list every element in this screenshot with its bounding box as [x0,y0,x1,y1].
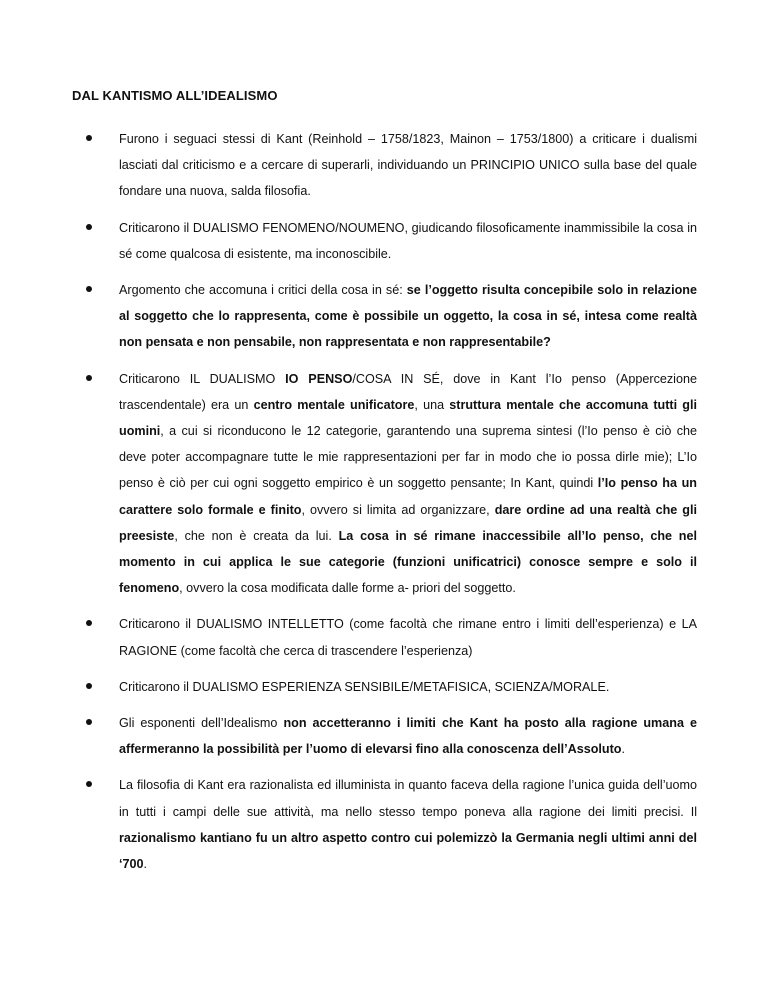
text-run: , a cui si riconducono le 12 categorie, garantendo una suprema sintesi (l’Io penso è ciò che deve poter accompagnare tutte le mie rappresentazioni per far in modo che io possa dirle mie); L’Io penso è ciò per cui ogni soggetto empirico è un soggetto pensante; In Kant, quindi [119,424,697,491]
list-item [71,611,697,663]
list-item [71,772,697,877]
bullet-icon [86,224,92,230]
text-run: Criticarono il DUALISMO FENOMENO/NOUMENO, giudicando filosoficamente inammissibile la cosa in sé come qualcosa di esistente, ma inconoscibile. [119,220,697,261]
list-item-text [119,710,697,762]
bullet-icon [86,683,92,689]
bold-run: La cosa in sé rimane inaccessibile all’Io penso, che nel momento in cui applica le sue categorie (funzioni unificatrici) conosce sempre e solo il fenomeno [119,528,697,596]
text-run: La filosofia di Kant era razionalista ed illuminista in quanto faceva della ragione l’unica guida dell’uomo in tutti i campi delle sue attività, ma nello stesso tempo poneva alla ragione dei limiti precisi. Il [119,778,697,819]
text-run: , ovvero la cosa modificata dalle forme a- priori del soggetto. [179,581,516,596]
bullet-icon [86,135,92,141]
list-item [71,674,697,700]
text-run: , ovvero si limita ad organizzare, [301,502,495,517]
list-item-text [119,674,697,700]
text-run: Criticarono IL DUALISMO [119,371,286,386]
text-run: Argomento che accomuna i critici della cosa in sé: [119,283,407,298]
bullet-icon [86,620,92,626]
bold-run: struttura mentale che accomuna tutti gli uomini [119,397,697,439]
text-run: /COSA IN SÉ, dove in Kant l’Io penso (Appercezione trascendentale) era un [119,371,697,412]
list-item [71,366,697,602]
text-run: . [621,742,625,757]
bullet-icon [86,719,92,725]
list-item-text [119,366,697,602]
text-run: Gli esponenti dell’Idealismo [119,716,284,731]
list-item-text [119,611,697,663]
document-title: DAL KANTISMO ALL’IDEALISMO [72,88,278,103]
bullet-icon [86,781,92,787]
bullet-icon [86,375,92,381]
bold-run: se l’oggetto risulta concepibile solo in relazione al soggetto che lo rappresenta, come è possibile un oggetto, la cosa in sé, intesa come realtà non pensata e non pensabile, non rappresentata e non rappresentabile? [119,283,697,350]
list-item [71,126,697,205]
list-item-text [119,215,697,267]
text-run: . [143,857,148,872]
text-run: , che non è creata da lui. [174,528,339,543]
list-item-text [119,772,697,877]
text-run: Criticarono il DUALISMO INTELLETTO (come facoltà che rimane entro i limiti dell’esperienza) e LA RAGIONE (come facoltà che cerca di trascendere l’esperienza) [119,617,697,658]
list-item [71,277,697,356]
bold-run: dare ordine ad una realtà che gli preesiste [119,502,697,543]
list-item-text [119,277,697,356]
bold-run: non accetteranno i limiti che Kant ha posto alla ragione umana e affermeranno la possibilità per l’uomo di elevarsi fino alla conoscenza dell’Assoluto [119,716,697,757]
list-item [71,215,697,267]
text-run: Criticarono il DUALISMO ESPERIENZA SENSIBILE/METAFISICA, SCIENZA/MORALE. [119,679,610,694]
list-item-text [119,126,697,205]
text-run: Furono i seguaci stessi di Kant (Reinhold – 1758/1823, Mainon – 1753/1800) a criticare i dualismi lasciati dal criticismo e a cercare di superarli, individuando un PRINCIPIO UNICO sulla base del quale fondare una nuova, salda filosofia. [119,132,697,199]
text-run: , una [414,397,450,412]
bold-run: l’Io penso ha un carattere solo formale e finito [119,476,697,517]
bold-run: centro mentale unificatore [253,397,415,412]
list-item [71,710,697,762]
bold-run: razionalismo kantiano fu un altro aspetto contro cui polemizzò la Germania negli ultimi anni del ‘700 [119,830,697,872]
bold-run: IO PENSO [285,371,353,386]
bullet-icon [86,286,92,292]
bullet-list [71,126,697,877]
